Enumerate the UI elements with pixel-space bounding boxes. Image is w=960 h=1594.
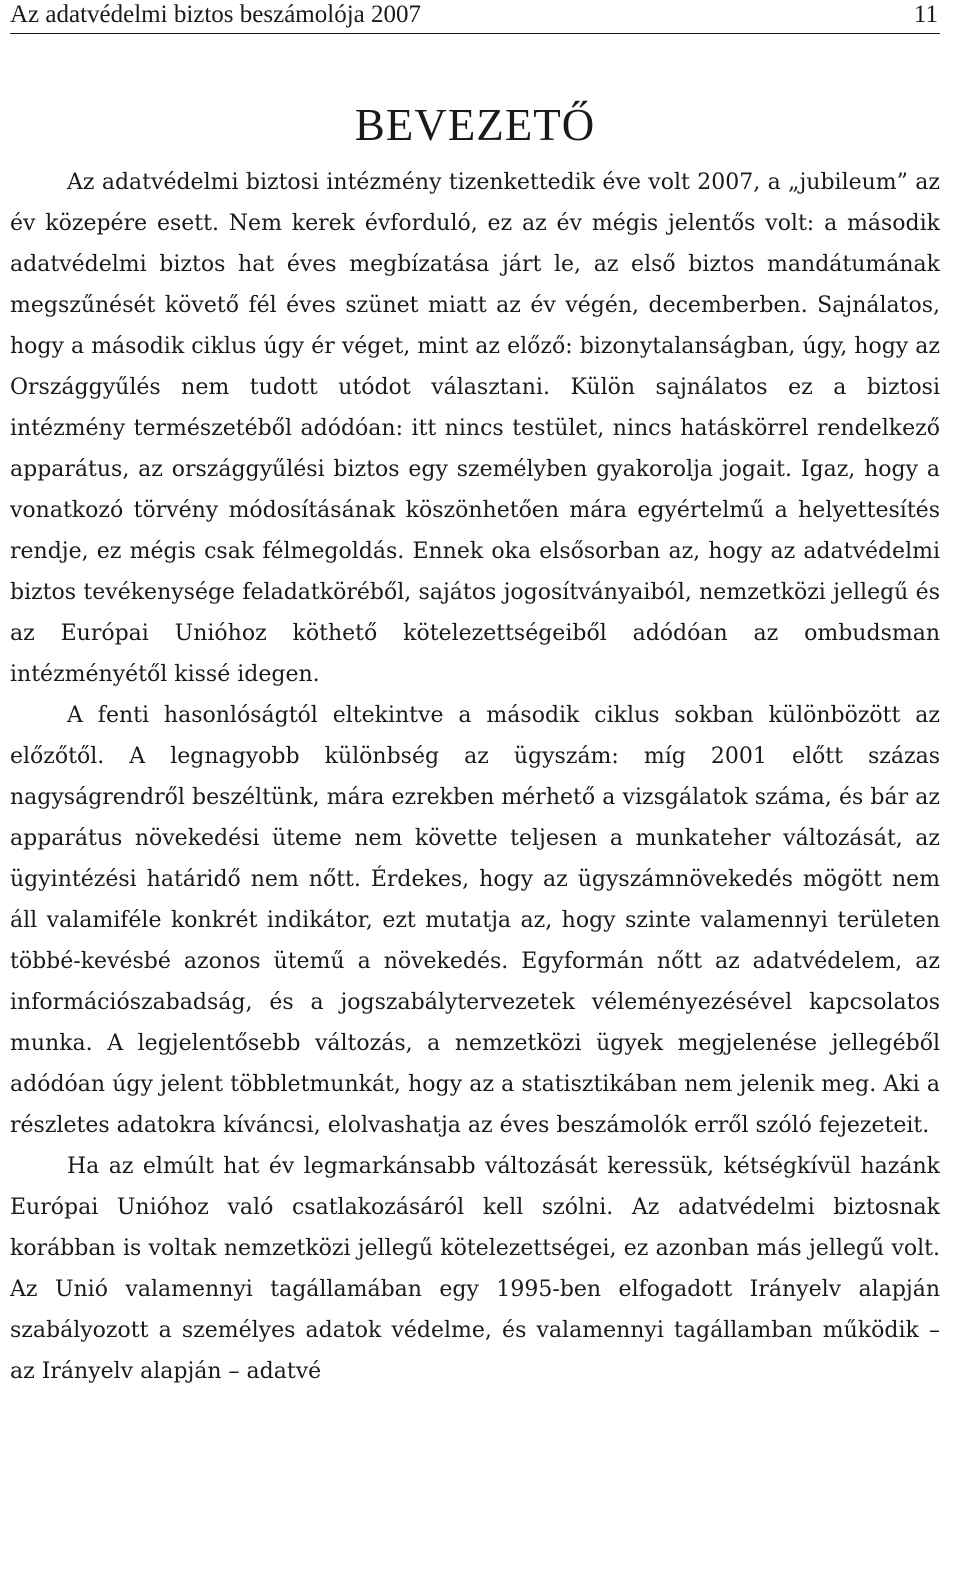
paragraph-2: A fenti hasonlóságtól eltekintve a második ciklus sokban különbözött az előzőtől. A legnagyobb különbség az ügyszám: míg 2001 előtt százas nagyságrendről beszéltünk, mára ezrekben mérhető a vizsgálatok száma, és bár az apparátus növekedési üteme nem követte teljesen a munkateher változását, az ügyintézési határidő nem nőtt. Érdekes, hogy az ügyszámnövekedés mögött nem áll valamiféle konkrét indikátor, ezt mutatja az, hogy szinte valamennyi területen többé-kevésbé azonos ütemű a növekedés. Egyformán nőtt az adatvédelem, az információszabadság, és a jogszabálytervezetek véleményezésével kapcsolatos munka. A legjelentősebb változás, a nemzetközi ügyek megjelenése jellegéből adódóan úgy jelent többletmunkát, hogy az a statisztikában nem jelenik meg. Aki a részletes adatokra kíváncsi, elolvashatja az éves beszámolók erről szóló fejezeteit. <box>10 703 940 1138</box>
running-header <box>10 0 940 34</box>
document-page <box>10 0 940 1392</box>
paragraph-1: Az adatvédelmi biztosi intézmény tizenkettedik éve volt 2007, a „jubileum” az év közepére esett. Nem kerek évforduló, ez az év mégis jelentős volt: a második adatvédelmi biztos hat éves megbízatása járt le, az első biztos mandátumának megszűnését követő fél éves szünet miatt az év végén, decemberben. Sajnálatos, hogy a második ciklus úgy ér véget, mint az előző: bizonytalanságban, úgy, hogy az Országgyűlés nem tudott utódot választani. Külön sajnálatos ez a biztosi intézmény természetéből adódóan: itt nincs testület, nincs hatáskörrel rendelkező apparátus, az országgyűlési biztos egy személyben gyakorolja jogait. Igaz, hogy a vonatkozó törvény módosításának köszönhetően mára egyértelmű a helyettesítés rendje, ez mégis csak félmegoldás. Ennek oka elsősorban az, hogy az adatvédelmi biztos tevékenysége feladatköréből, sajátos jogosítványaiból, nemzetközi jellegű és az Európai Unióhoz köthető kötelezettségeiből adódóan az ombudsman intézményétől kissé idegen. <box>10 170 940 687</box>
chapter-title: BEVEZETŐ <box>354 100 596 150</box>
page-number: 11 <box>913 1 938 28</box>
body-text <box>10 162 940 1392</box>
paragraph-3: Ha az elmúlt hat év legmarkánsabb változását keressük, kétségkívül hazánk Európai Unióhoz való csatlakozásáról kell szólni. Az adatvédelmi biztosnak korábban is voltak nemzetközi jellegű kötelezettségei, ez azonban más jellegű volt. Az Unió valamennyi tagállamában egy 1995-ben elfogadott Irányelv alapján szabályozott a személyes adatok védelme, és valamennyi tagállamban működik – az Irányelv alapján – adatvé <box>10 1154 940 1384</box>
running-title: Az adatvédelmi biztos beszámolója 2007 <box>10 1 421 28</box>
